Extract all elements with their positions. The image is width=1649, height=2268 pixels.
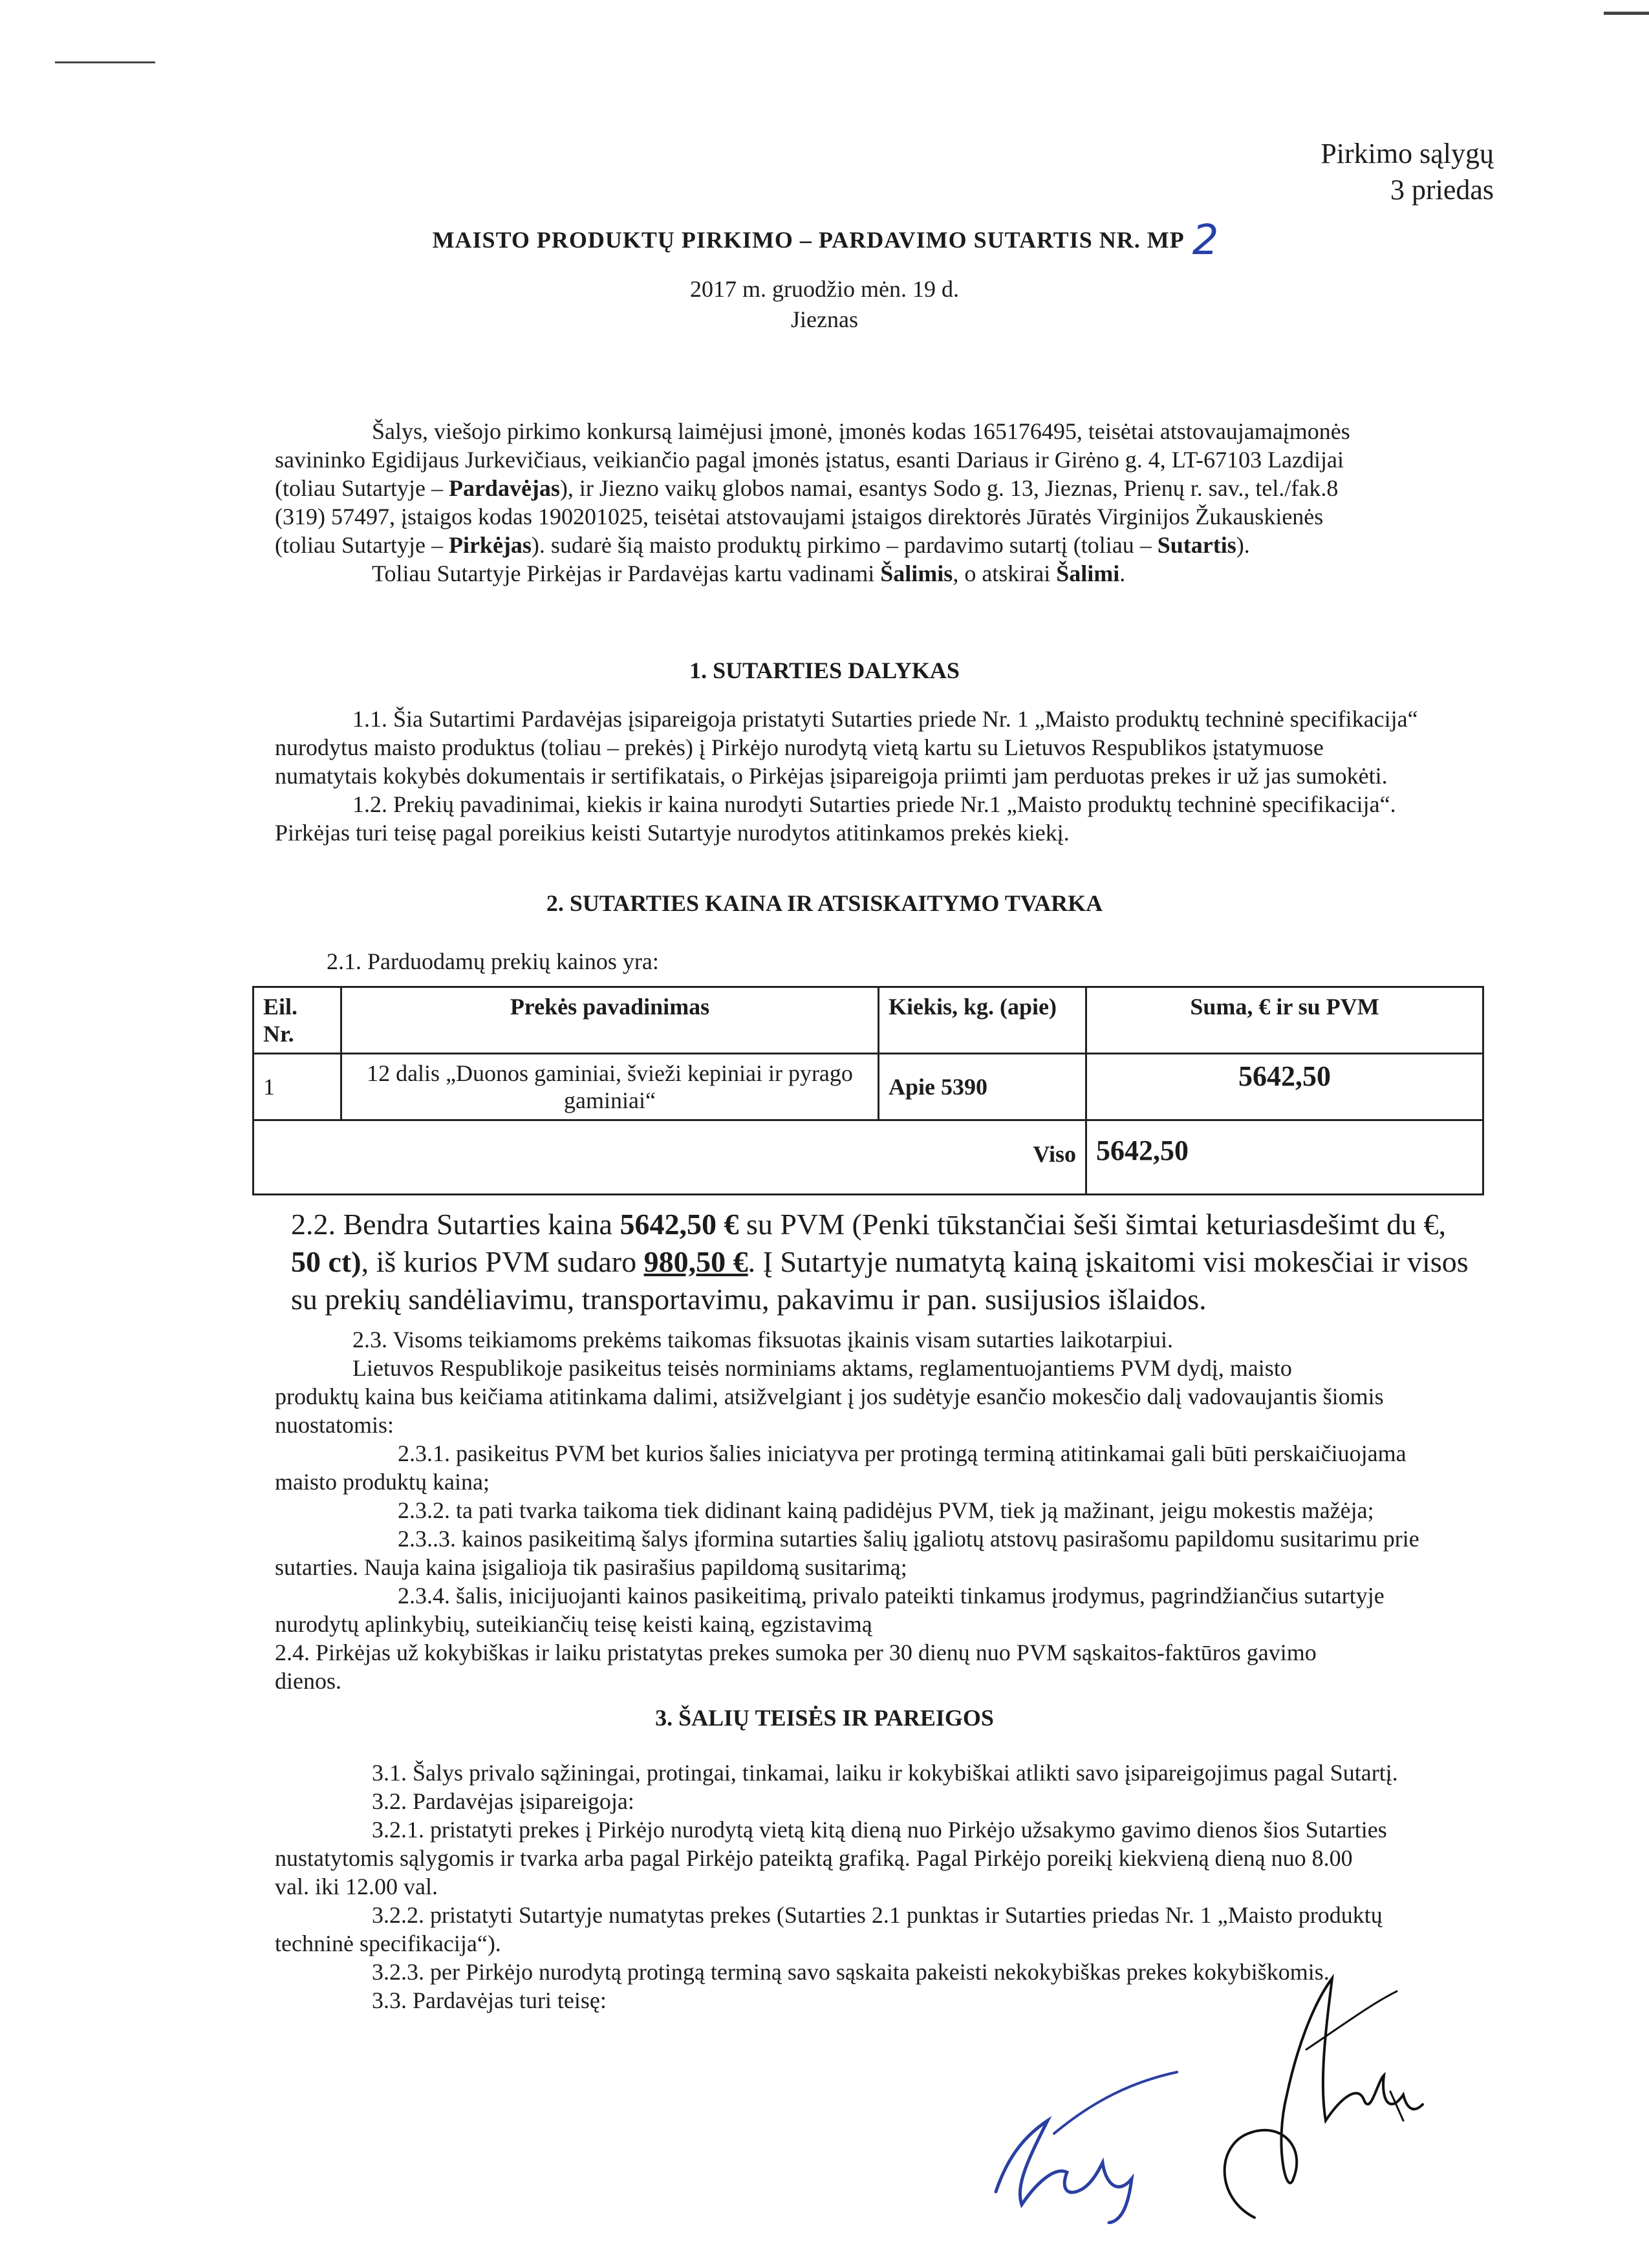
intro-line: Toliau Sutartyje Pirkėjas ir Pardavėjas kartu vadinami Šalimis, o atskirai Šalimi.	[372, 561, 1126, 586]
clause-2-3-text: Lietuvos Respublikoje pasikeitus teisės norminiams aktams, reglamentuojantiems PVM dydį, maisto	[352, 1355, 1292, 1381]
section-1-body	[275, 705, 1478, 847]
clause-2-3: 2.3. Visoms teikiamoms prekėms taikomas fiksuotas įkainis visam sutarties laikotarpiui.	[352, 1327, 1174, 1353]
clause-1-2: Pirkėjas turi teisę pagal poreikius keisti Sutartyje nurodytos atitinkamos prekės kiekį.	[275, 820, 1070, 846]
clause-2-3-4: nurodytų aplinkybių, suteikiančių teisę keisti kainą, egzistavimą	[275, 1611, 872, 1637]
row-product: 12 dalis „Duonos gaminiai, švieži kepiniai ir pyrago gaminiai“	[341, 1054, 879, 1120]
clause-2-4: 2.4. Pirkėjas už kokybiškas ir laiku pristatytas prekes sumoka per 30 dienų nuo PVM sąskaitos-faktūros gavimo	[275, 1640, 1317, 1665]
price-table	[252, 986, 1484, 1195]
signature-buyer	[970, 2056, 1203, 2224]
clause-2-3-text: produktų kaina bus keičiama atitinkama dalimi, atsižvelgiant į jos sudėtyje esančio mokesčio dalį vadovaujantis šiomis	[275, 1384, 1384, 1409]
intro-line: Šalys, viešojo pirkimo konkursą laimėjusi įmonė, įmonės kodas 165176495, teisėtai atstovaujamaįmonės	[372, 418, 1350, 444]
document-title-text: MAISTO PRODUKTŲ PIRKIMO – PARDAVIMO SUTARTIS NR. MP	[432, 227, 1183, 253]
clause-2-2-line: su prekių sandėliavimu, transportavimu, pakavimu ir pan. susijusios išlaidos.	[291, 1283, 1207, 1316]
row-quantity: Apie 5390	[879, 1054, 1086, 1120]
clause-2-3-3: sutarties. Nauja kaina įsigalioja tik pasirašius papildomą susitarimą;	[275, 1554, 907, 1580]
clause-3-2-1: 3.2.1. pristatyti prekes į Pirkėjo nurodytą vietą kitą dieną nuo Pirkėjo užsakymo gavimo dienos šios Sutarties	[372, 1817, 1387, 1843]
intro-line: savininko Egidijaus Jurkevičiaus, veikiančio pagal įmonės įstatus, esanti Dariaus ir Girėno g. 4, LT-67103 Lazdijai	[275, 447, 1344, 473]
clause-1-1: 1.1. Šia Sutartimi Pardavėjas įsipareigoja pristatyti Sutarties priede Nr. 1 „Maisto produktų techninė specifikacija“	[352, 706, 1418, 732]
clause-1-1: nurodytus maisto produktus (toliau – prekės) į Pirkėjo nurodytą vietą kartu su Lietuvos Respublikos įstatymuose	[275, 734, 1324, 760]
row-number: 1	[253, 1054, 341, 1120]
signature-seller	[1177, 1952, 1449, 2231]
section-1-heading: 1. SUTARTIES DALYKAS	[689, 658, 960, 683]
clause-2-3-4: 2.3.4. šalis, inicijuojanti kainos pasikeitimą, privalo pateikti tinkamus įrodymus, pagrindžiančius sutartyje	[398, 1583, 1385, 1609]
clause-2-3-text: nuostatomis:	[275, 1412, 394, 1438]
clause-2-2-line: 50 ct), iš kurios PVM sudaro 980,50 €. Į Sutartyje numatytą kainą įskaitomi visi mokesčiai ir visos	[291, 1245, 1469, 1278]
col-header-number: Eil. Nr.	[253, 987, 341, 1054]
section-2-heading: 2. SUTARTIES KAINA IR ATSISKAITYMO TVARKA	[546, 890, 1103, 916]
contract-date: 2017 m. gruodžio mėn. 19 d.	[690, 276, 959, 302]
clause-2-1: 2.1. Parduodamų prekių kainos yra:	[327, 948, 659, 974]
row-sum: 5642,50	[1086, 1054, 1483, 1120]
scan-mark	[55, 61, 155, 63]
clause-2-3-1: 2.3.1. pasikeitus PVM bet kurios šalies iniciatyva per protingą terminą atitinkamai gali būti perskaičiuojama	[398, 1440, 1406, 1466]
table-header-row	[253, 987, 1483, 1054]
table-total-row	[253, 1120, 1483, 1195]
clause-3-2-2: 3.2.2. pristatyti Sutartyje numatytas prekes (Sutarties 2.1 punktas ir Sutarties priedas Nr. 1 „Maisto produktų	[372, 1902, 1383, 1928]
clause-2-3-3: 2.3..3. kainos pasikeitimą šalys įformina sutarties šalių įgaliotų atstovų pasirašomu papildomu susitarimu prie	[398, 1526, 1419, 1552]
clause-2-2	[291, 1206, 1500, 1318]
intro-line: (319) 57497, įstaigos kodas 190201025, teisėtai atstovaujami įstaigos direktorės Jūratės Virginijos Žukauskienės	[275, 504, 1324, 530]
col-header-sum: Suma, € ir su PVM	[1086, 987, 1483, 1054]
contract-place: Jieznas	[791, 306, 858, 332]
table-row	[253, 1054, 1483, 1120]
document-title	[0, 217, 1649, 264]
clause-2-4: dienos.	[275, 1668, 341, 1694]
clause-1-2: 1.2. Prekių pavadinimai, kiekis ir kaina nurodyti Sutarties priede Nr.1 „Maisto produktų techninė specifikacija“.	[352, 791, 1396, 817]
clause-3-2-3: 3.2.3. per Pirkėjo nurodytą protingą terminą savo sąskaita pakeisti nekokybiškas prekes kokybiškomis.	[372, 1959, 1330, 1985]
intro-line: (toliau Sutartyje – Pirkėjas). sudarė šią maisto produktų pirkimo – pardavimo sutartį (toliau – Sutartis).	[275, 532, 1250, 558]
intro-paragraph	[275, 417, 1478, 588]
clause-2-3-1: maisto produktų kaina;	[275, 1469, 490, 1495]
clause-3-2: 3.2. Pardavėjas įsipareigoja:	[372, 1788, 634, 1814]
appendix-note-line1: Pirkimo sąlygų	[1320, 138, 1494, 169]
section-3-heading: 3. ŠALIŲ TEISĖS IR PAREIGOS	[655, 1705, 994, 1731]
scan-mark	[1604, 12, 1649, 15]
clause-1-1: numatytais kokybės dokumentais ir sertifikatais, o Pirkėjas įsipareigoja priimti jam perduotas prekes ir už jas sumokėti.	[275, 763, 1388, 789]
total-label: Viso	[253, 1120, 1086, 1195]
handwritten-contract-number: 2	[1192, 217, 1220, 264]
clause-3-1: 3.1. Šalys privalo sąžiningai, protingai, tinkamai, laiku ir kokybiškai atlikti savo įsipareigojimus pagal Sutartį.	[372, 1760, 1398, 1786]
clause-2-3-2: 2.3.2. ta pati tvarka taikoma tiek didinant kainą padidėjus PVM, tiek ją mažinant, jeigu mokestis mažėja;	[398, 1497, 1374, 1523]
clause-3-2-1: nustatytomis sąlygomis ir tvarka arba pagal Pirkėjo pateiktą grafiką. Pagal Pirkėjo poreikį kiekvieną dieną nuo 8.00	[275, 1845, 1353, 1871]
clause-2-3-block	[275, 1325, 1478, 1695]
col-header-quantity: Kiekis, kg. (apie)	[879, 987, 1086, 1054]
appendix-note-line2: 3 priedas	[1390, 174, 1494, 206]
clause-3-2-2: techninė specifikacija“).	[275, 1931, 501, 1956]
appendix-note	[1320, 136, 1494, 208]
intro-line: (toliau Sutartyje – Pardavėjas), ir Jiezno vaikų globos namai, esantys Sodo g. 13, Jieznas, Prienų r. sav., tel./fak.8	[275, 475, 1339, 501]
col-header-product: Prekės pavadinimas	[341, 987, 879, 1054]
clause-2-2-line: 2.2. Bendra Sutarties kaina 5642,50 € su PVM (Penki tūkstančiai šeši šimtai keturiasdešimt du €,	[291, 1208, 1447, 1241]
clause-3-2-1: val. iki 12.00 val.	[275, 1874, 438, 1899]
clause-3-3: 3.3. Pardavėjas turi teisę:	[372, 1987, 607, 2013]
total-value: 5642,50	[1086, 1120, 1483, 1195]
